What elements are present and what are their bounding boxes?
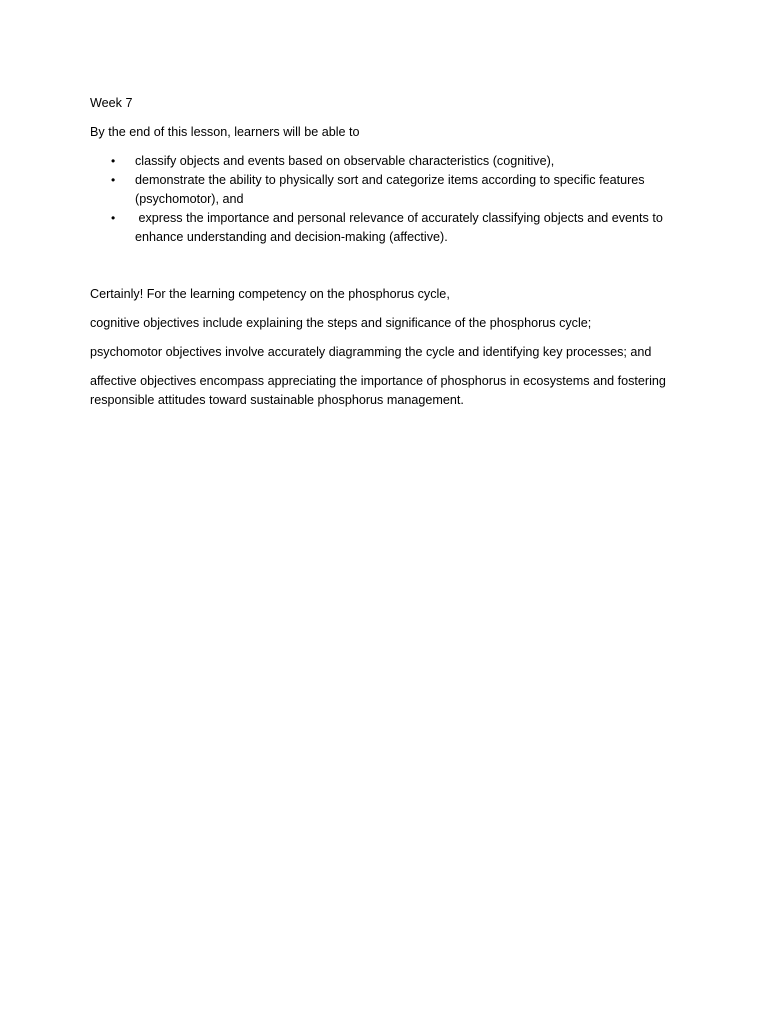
body-paragraph: affective objectives encompass appreciating the importance of phosphorus in ecosystems and fostering responsible attitudes toward sustainable phosphorus management. — [90, 374, 666, 407]
objective-text: express the importance and personal relevance of accurately classifying objects and events to enhance understanding and decision-making (affective). — [135, 211, 667, 244]
list-item — [90, 209, 680, 247]
body-paragraph: cognitive objectives include explaining the steps and significance of the phosphorus cycle; — [90, 316, 592, 330]
bullet-icon: • — [111, 173, 116, 187]
body-paragraph: psychomotor objectives involve accurately diagramming the cycle and identifying key processes; and — [90, 345, 652, 359]
list-item — [90, 152, 680, 171]
list-item — [90, 171, 680, 209]
bullet-icon: • — [111, 211, 116, 225]
objective-text: demonstrate the ability to physically sort and categorize items according to specific features (psychomotor), and — [135, 173, 645, 206]
document-body — [90, 94, 680, 420]
intro-text: By the end of this lesson, learners will be able to — [90, 125, 360, 139]
objective-text: classify objects and events based on observable characteristics (cognitive), — [135, 154, 555, 168]
body-paragraph: Certainly! For the learning competency on the phosphorus cycle, — [90, 287, 450, 301]
blank-line — [90, 257, 680, 285]
objectives-list — [90, 152, 680, 247]
week-heading: Week 7 — [90, 96, 133, 110]
bullet-icon: • — [111, 154, 116, 168]
